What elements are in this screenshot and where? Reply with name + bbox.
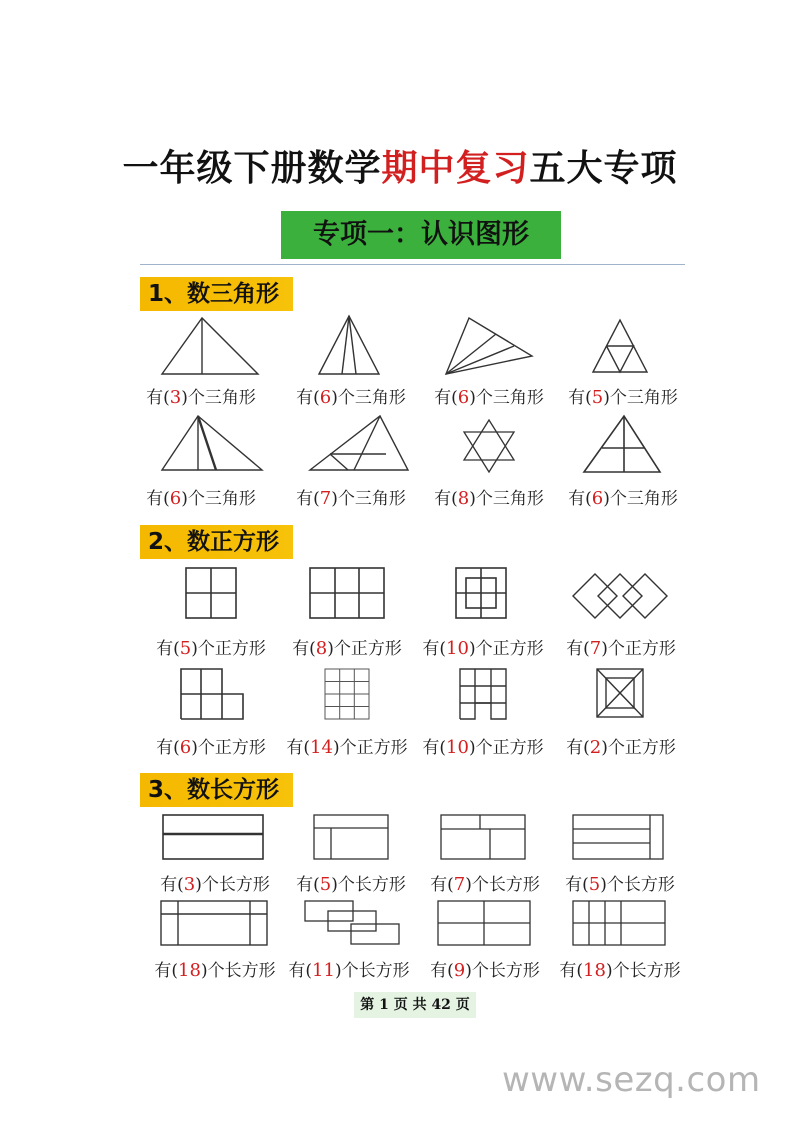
triangle-answer-4: 有(5)个三角形 <box>568 387 678 408</box>
triangle-figure-4 <box>592 318 648 374</box>
rectangle-answer-3: 有(7)个长方形 <box>430 874 540 895</box>
rectangle-figure-6 <box>304 900 400 946</box>
triangle-figure-5 <box>160 414 264 472</box>
triangle-figure-2 <box>318 314 380 376</box>
section-heading-squares: 2、数正方形 <box>140 525 293 559</box>
rectangle-figure-8 <box>572 900 666 946</box>
triangle-figure-6 <box>308 414 412 472</box>
square-answer-5: 有(6)个正方形 <box>156 737 266 758</box>
rectangle-figure-1 <box>162 814 264 860</box>
title-part1: 一年级下册数学 <box>122 148 382 189</box>
rectangle-answer-5: 有(18)个长方形 <box>154 960 276 981</box>
rectangle-answer-6: 有(11)个长方形 <box>288 960 410 981</box>
title-part2: 五大专项 <box>529 148 678 189</box>
rectangle-answer-8: 有(18)个长方形 <box>559 960 681 981</box>
rectangle-figure-2 <box>313 814 389 860</box>
triangle-answer-7: 有(8)个三角形 <box>434 488 544 509</box>
triangle-figure-8 <box>582 414 662 474</box>
page-title <box>0 140 800 191</box>
page-number: 第 1 页 共 42 页 <box>354 992 476 1018</box>
triangle-answer-2: 有(6)个三角形 <box>296 387 406 408</box>
square-answer-6: 有(14)个正方形 <box>286 737 408 758</box>
square-answer-1: 有(5)个正方形 <box>156 638 266 659</box>
rectangle-answer-1: 有(3)个长方形 <box>160 874 270 895</box>
square-answer-4: 有(7)个正方形 <box>566 638 676 659</box>
triangle-answer-8: 有(6)个三角形 <box>568 488 678 509</box>
square-figure-4 <box>571 572 669 620</box>
square-figure-8 <box>596 668 644 718</box>
square-figure-2 <box>309 567 385 619</box>
rectangle-answer-7: 有(9)个长方形 <box>430 960 540 981</box>
triangle-answer-6: 有(7)个三角形 <box>296 488 406 509</box>
rectangle-answer-4: 有(5)个长方形 <box>565 874 675 895</box>
square-answer-3: 有(10)个正方形 <box>422 638 544 659</box>
square-figure-1 <box>185 567 237 619</box>
square-figure-3 <box>455 567 507 619</box>
triangle-answer-1: 有(3)个三角形 <box>146 387 256 408</box>
section-heading-rectangles: 3、数长方形 <box>140 773 293 807</box>
square-answer-2: 有(8)个正方形 <box>292 638 402 659</box>
square-answer-7: 有(10)个正方形 <box>422 737 544 758</box>
triangle-figure-3 <box>444 316 534 376</box>
rectangle-answer-2: 有(5)个长方形 <box>296 874 406 895</box>
watermark: www.sezq.com <box>502 1060 761 1100</box>
rectangle-figure-5 <box>160 900 268 946</box>
divider <box>140 264 685 265</box>
square-answer-8: 有(2)个正方形 <box>566 737 676 758</box>
section-heading-triangles: 1、数三角形 <box>140 277 293 311</box>
subtitle-banner: 专项一：认识图形 <box>281 211 561 259</box>
triangle-answer-5: 有(6)个三角形 <box>146 488 256 509</box>
square-figure-5 <box>180 668 244 720</box>
rectangle-figure-3 <box>440 814 526 860</box>
triangle-figure-1 <box>160 316 260 376</box>
title-highlight: 期中复习 <box>381 148 530 189</box>
square-figure-7 <box>459 668 507 720</box>
triangle-answer-3: 有(6)个三角形 <box>434 387 544 408</box>
rectangle-figure-7 <box>437 900 531 946</box>
triangle-figure-7 <box>460 418 518 474</box>
square-figure-6 <box>324 668 370 720</box>
rectangle-figure-4 <box>572 814 664 860</box>
